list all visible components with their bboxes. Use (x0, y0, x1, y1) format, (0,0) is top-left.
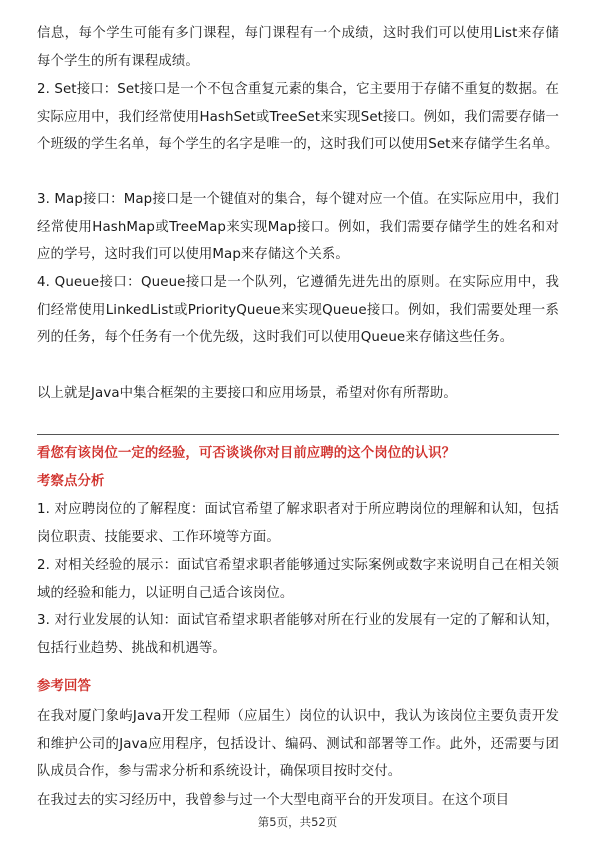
analysis-heading: 考察点分析 (37, 474, 105, 489)
paragraph-map-interface: 3. Map接口：Map接口是一个键值对的集合，每个键对应一个值。在实际应用中，我们经常使用HashMap或TreeMap来实现Map接口。例如，我们需要存储学生的姓名和对应的学号，这时我们可以使用Map来存储这个关系。 (37, 192, 559, 263)
analysis-point-3: 3. 对行业发展的认知：面试官希望求职者能够对所在行业的发展有一定的了解和认知，包括行业趋势、挑战和机遇等。 (37, 613, 559, 656)
answer-heading: 参考回答 (37, 679, 91, 694)
page-number: 第5页，共52页 (257, 815, 338, 829)
paragraph-queue-interface: 4. Queue接口：Queue接口是一个队列，它遵循先进先出的原则。在实际应用中，我们经常使用LinkedList或PriorityQueue来实现Queue接口。例如，我们需要处理一系列的任务，每个任务有一个优先级，这时我们可以使用Queue来存储这些任务。 (37, 275, 559, 346)
answer-paragraph-1: 在我对厦门象屿Java开发工程师（应届生）岗位的认识中，我认为该岗位主要负责开发和维护公司的Java应用程序，包括设计、编码、测试和部署等工作。此外，还需要与团队成员合作，参与需求分析和系统设计，确保项目按时交付。 (37, 709, 559, 780)
paragraph-conclusion: 以上就是Java中集合框架的主要接口和应用场景，希望对你有所帮助。 (37, 386, 457, 401)
analysis-point-2: 2. 对相关经验的展示：面试官希望求职者能够通过实际案例或数字来说明自己在相关领域的经验和能力，以证明自己适合该岗位。 (37, 558, 559, 601)
answer-paragraph-2: 在我过去的实习经历中，我曾参与过一个大型电商平台的开发项目。在这个项目 (37, 793, 510, 808)
paragraph-list-interface-continued: 信息，每个学生可能有多门课程，每门课程有一个成绩，这时我们可以使用List来存储每个学生的所有课程成绩。 (37, 26, 559, 69)
analysis-point-1: 1. 对应聘岗位的了解程度：面试官希望了解求职者对于所应聘岗位的理解和认知，包括岗位职责、技能要求、工作环境等方面。 (37, 502, 559, 545)
interview-question: 看您有该岗位一定的经验，可否谈谈你对目前应聘的这个岗位的认识？ (37, 446, 456, 461)
section-divider (37, 434, 559, 435)
paragraph-set-interface: 2. Set接口：Set接口是一个不包含重复元素的集合，它主要用于存储不重复的数据。在实际应用中，我们经常使用HashSet或TreeSet来实现Set接口。例如，我们需要存储一个班级的学生名单，每个学生的名字是唯一的，这时我们可以使用Set来存储学生名单。 (37, 82, 559, 153)
